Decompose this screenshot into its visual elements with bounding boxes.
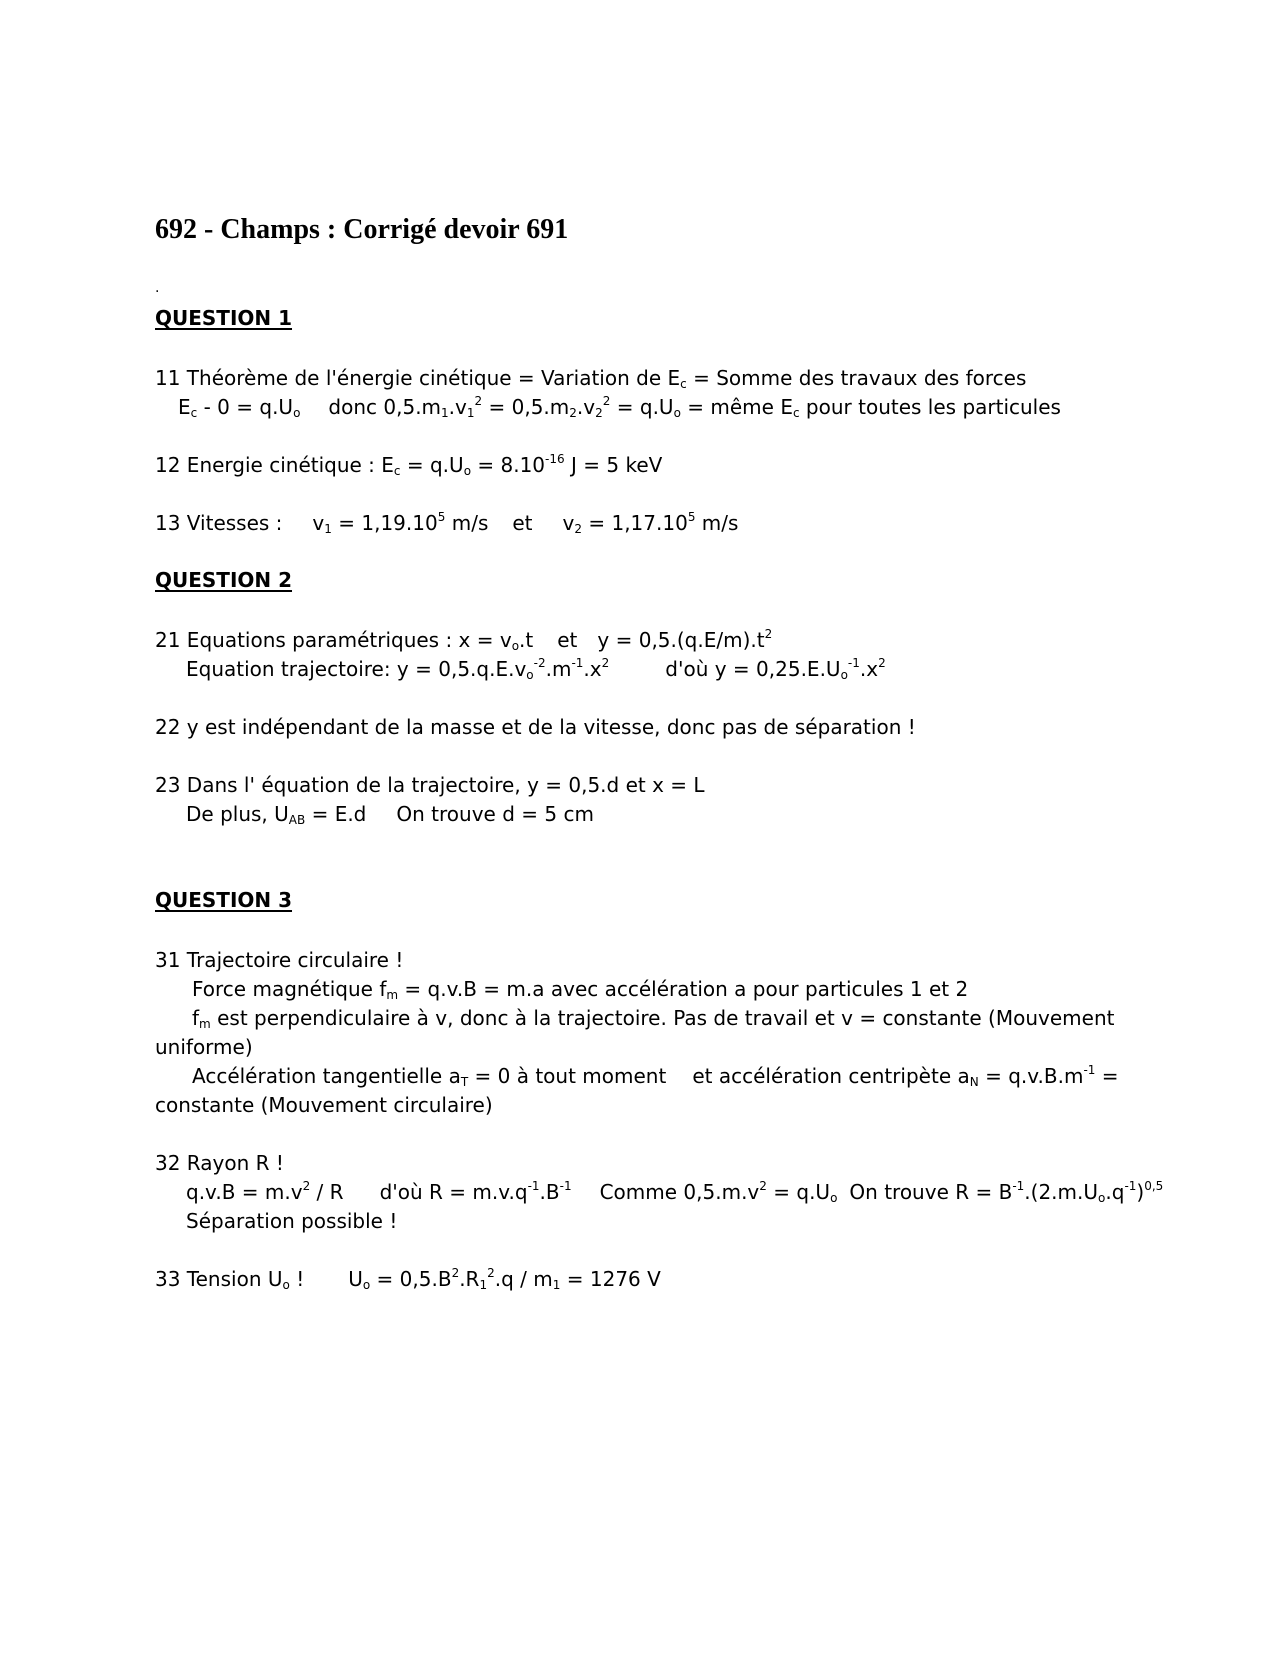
answer-33: 33 Tension $U_o$ ! $U_o = 0,5.B^2.R_1^2.q / m_1 = 1276$ V <box>155 1266 661 1292</box>
answer-13: 13 Vitesses : $v_1 = 1,19.10^5$ m/s et $v_2 = 1,17.10^5$ m/s <box>155 510 739 536</box>
question-1-heading: QUESTION 1 <box>155 306 293 330</box>
answer-31-line-5: Accélération tangentielle $a_T = 0$ à tout moment et accélération centripète $a_N = q.v.B.m^{-1}$ = <box>192 1063 1119 1089</box>
answer-31-line-3: $f_m$ est perpendiculaire à v, donc à la trajectoire. Pas de travail et v = constante (Mouvement <box>192 1006 1115 1031</box>
answer-31-line-6: constante (Mouvement circulaire) <box>155 1093 493 1117</box>
answer-21-line-2: Equation trajectoire: $y = 0,5.q.E.v_o^{-2}.m^{-1}.x^2$ d'où $y = 0,25.E.U_o^{-1}.x^2$ <box>186 656 886 682</box>
answer-11-line-1: 11 Théorème de l'énergie cinétique = Variation de $E_c$ = Somme des travaux des forces <box>155 366 1027 391</box>
answer-11-line-2: $E_c - 0 = q.U_o$ donc $0,5.m_1.v_1^2 = 0,5.m_2.v_2^2 = q.U_o$ = même $E_c$ pour toutes les particules <box>178 394 1061 420</box>
question-3-heading: QUESTION 3 <box>155 888 293 912</box>
answer-23-line-2: De plus, $U_{AB} = E.d$ On trouve d = 5 cm <box>186 802 594 827</box>
answer-23-line-1: 23 Dans l' équation de la trajectoire, y = 0,5.d et x = L <box>155 773 705 797</box>
page-title: 692 - Champs : Corrigé devoir 691 <box>155 214 569 245</box>
answer-32-line-2: $q.v.B = m.v^2 / R$ d'où $R = m.v.q^{-1}.B^{-1}$ Comme $0,5.m.v^2 = q.U_o$ On trouve $R = B^{-1}.(2.m.U_o.q^{-1})^{0,5}$ <box>186 1179 1164 1205</box>
answer-31-line-2: Force magnétique $f_m = q.v.B = m.a$ avec accélération a pour particules 1 et 2 <box>192 977 969 1002</box>
answer-31-line-1: 31 Trajectoire circulaire ! <box>155 948 404 972</box>
answer-31-line-4: uniforme) <box>155 1035 253 1059</box>
stray-dot: . <box>155 280 160 296</box>
answer-22: 22 y est indépendant de la masse et de la vitesse, donc pas de séparation ! <box>155 715 916 739</box>
question-2-heading: QUESTION 2 <box>155 568 293 592</box>
answer-32-line-1: 32 Rayon R ! <box>155 1151 284 1175</box>
answer-21-line-1: 21 Equations paramétriques : $x = v_o.t$ et $y = 0,5.(q.E/m).t^2$ <box>155 627 773 653</box>
answer-12: 12 Energie cinétique : $E_c = q.U_o = 8.10^{-16}$ J = 5 keV <box>155 452 663 478</box>
answer-32-line-3: Séparation possible ! <box>186 1209 398 1233</box>
